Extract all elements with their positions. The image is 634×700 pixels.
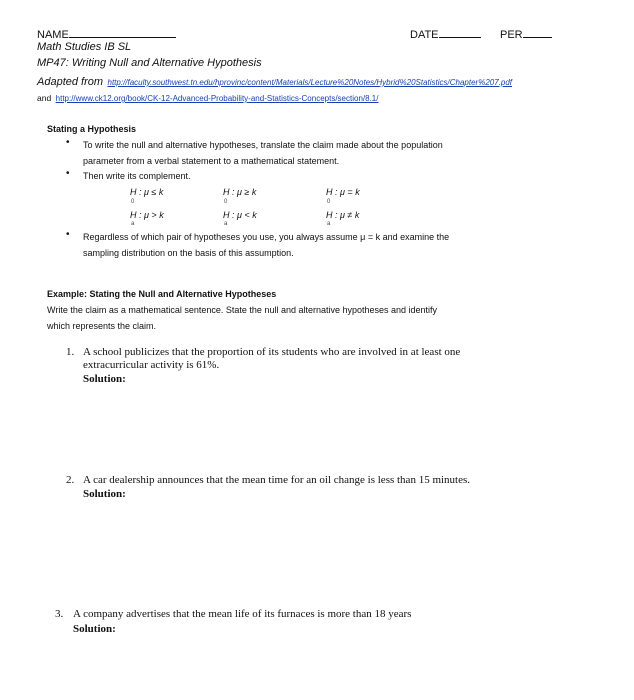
period-blank[interactable]	[523, 27, 552, 38]
stating-heading: Stating a Hypothesis	[47, 124, 137, 134]
problem-1-text-line1: A school publicizes that the proportion of its students who are involved in at least one	[83, 346, 461, 358]
adapted-from-label: Adapted from	[37, 76, 104, 88]
period-field[interactable]	[500, 27, 552, 41]
problem-2-text-line1: A car dealership announces that the mean time for an oil change is less than 15 minutes.	[83, 474, 471, 486]
bullet3-line2: sampling distribution on the basis of this assumption.	[83, 248, 294, 258]
null-subscript: 0	[327, 199, 331, 205]
course-name: Math Studies IB SL	[37, 41, 132, 53]
alt-hypothesis-3: H : μ ≠ k	[326, 210, 360, 220]
null-hypothesis-1: H : μ ≤ k	[130, 187, 164, 197]
date-label: DATE	[410, 29, 439, 41]
example-heading: Example: Stating the Null and Alternative Hypotheses	[47, 289, 277, 299]
problem-3-solution-label: Solution:	[73, 623, 116, 635]
problem-2-solution-label: Solution:	[83, 488, 126, 500]
example-instructions-line2: which represents the claim.	[47, 321, 157, 331]
bullet-dot: •	[66, 137, 70, 148]
null-subscript: 0	[224, 199, 228, 205]
second-source-line	[37, 88, 378, 106]
null-subscript: 0	[131, 199, 135, 205]
date-field[interactable]	[410, 27, 481, 41]
source-link-1[interactable]: http://faculty.southwest.tn.edu/hprovinc/content/Materials/Lecture%20Notes/Hybrid%20Statistics/Chapter%207.pdf	[107, 78, 513, 87]
worksheet-title: MP47: Writing Null and Alternative Hypothesis	[37, 57, 262, 69]
bullet1-line1: To write the null and alternative hypotheses, translate the claim made about the population	[83, 140, 443, 150]
name-blank[interactable]	[69, 27, 176, 38]
bullet2-text: Then write its complement.	[83, 171, 191, 181]
and-label: and	[37, 93, 52, 103]
bullet3-line1: Regardless of which pair of hypotheses you use, you always assume μ = k and examine the	[83, 232, 450, 242]
alt-hypothesis-2: H : μ < k	[223, 210, 257, 220]
date-blank[interactable]	[439, 27, 481, 38]
alt-subscript: a	[327, 221, 331, 227]
bullet-dot: •	[66, 168, 70, 179]
alt-subscript: a	[224, 221, 228, 227]
name-field[interactable]	[37, 27, 176, 41]
name-label: NAME	[37, 29, 69, 41]
problem-1-number: 1.	[66, 346, 75, 358]
source-link-2[interactable]: http://www.ck12.org/book/CK-12-Advanced-Probability-and-Statistics-Concepts/section/8.1/	[55, 94, 379, 103]
bullet1-line2: parameter from a verbal statement to a mathematical statement.	[83, 156, 340, 166]
problem-3-number: 3.	[55, 608, 64, 620]
bullet-dot: •	[66, 229, 70, 240]
problem-2-number: 2.	[66, 474, 75, 486]
example-instructions-line1: Write the claim as a mathematical sentence. State the null and alternative hypotheses and identify	[47, 305, 438, 315]
alt-hypothesis-1: H : μ > k	[130, 210, 164, 220]
null-hypothesis-2: H : μ ≥ k	[223, 187, 257, 197]
null-hypothesis-3: H : μ = k	[326, 187, 360, 197]
period-label: PER	[500, 29, 523, 41]
problem-1-text-line2: extracurricular activity is 61%.	[83, 359, 220, 371]
alt-subscript: a	[131, 221, 135, 227]
problem-1-solution-label: Solution:	[83, 373, 126, 385]
problem-3-text-line1: A company advertises that the mean life of its furnaces is more than 18 years	[73, 608, 412, 620]
